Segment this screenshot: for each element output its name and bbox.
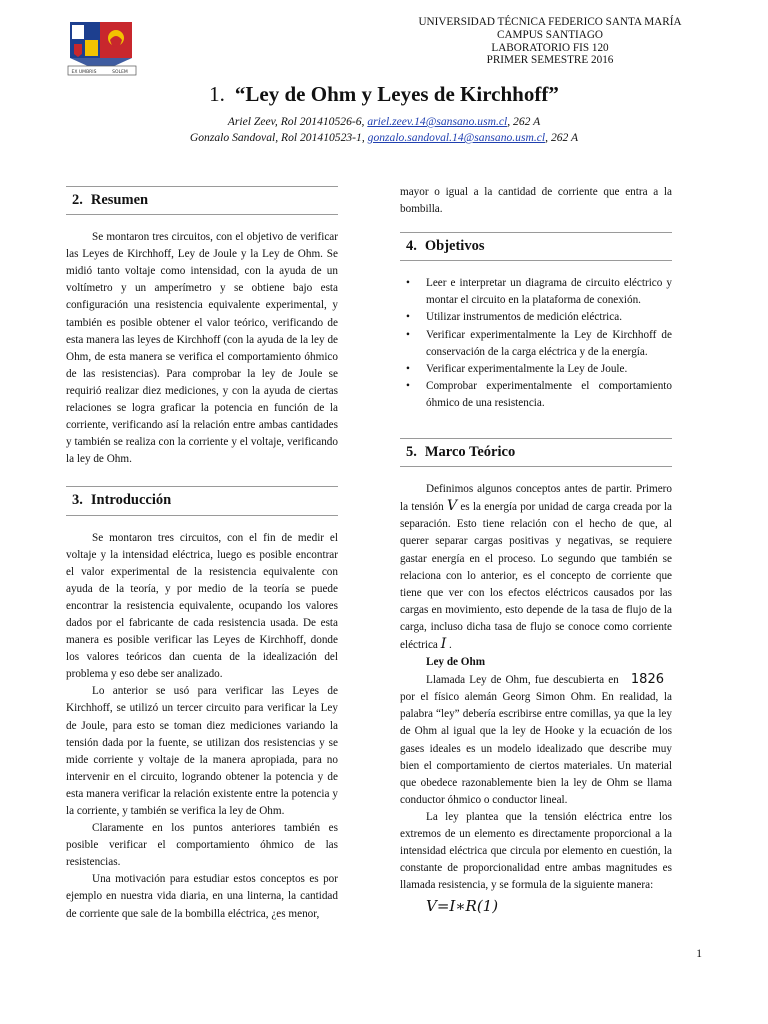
document-title bbox=[0, 82, 768, 107]
section-title: Objetivos bbox=[424, 238, 485, 255]
ohm-law-formula: V=I∗R(1) bbox=[426, 897, 499, 916]
marco-text: por el físico alemán Georg Simon Ohm. En realidad, la palabra “ley” debería escribirse entre comillas, ya que la ley de Ohm al igual que la ley de Hooke y la ecuación de los gases ideales es un modelo idealizado que describe muy bien el comportamiento de ciertos materiales. Un material que obedece razonablemente bien la ley de Ohm se llama conductor óhmico o conductor lineal. bbox=[400, 691, 672, 806]
crest-quarter bbox=[72, 25, 84, 39]
list-item: • Comprobar experimentalmente el comportamiento óhmico de una resistencia. bbox=[426, 378, 672, 412]
institution-line: PRIMER SEMESTRE 2016 bbox=[486, 54, 614, 67]
objectives-list bbox=[400, 275, 672, 412]
author-email-link[interactable]: ariel.zeev.14@sansano.usm.cl bbox=[367, 115, 508, 128]
list-item: • Leer e interpretar un diagrama de circuito eléctrico y montar el circuito en la plataforma de conexión. bbox=[426, 275, 672, 309]
institution-line: LABORATORIO FIS 120 bbox=[491, 41, 609, 54]
list-item: • Verificar experimentalmente la Ley de Joule. bbox=[426, 361, 672, 378]
marco-text: . bbox=[446, 638, 452, 651]
left-column bbox=[66, 182, 338, 923]
current-symbol: I bbox=[440, 635, 447, 652]
author-name-rol: Ariel Zeev, Rol 201410526-6, bbox=[227, 115, 368, 128]
section-title: Introducción bbox=[90, 492, 172, 509]
marco-text: es la energía por unidad de carga creada por la separación. Esto tiene relación con el hecho de que, al querer separar cargas positivas y negativas, se requiere gastar energía en el proceso. Lo segundo que también se relaciona con lo anterior, es el concepto de corriente que tiene que ver con los efectos eléctricos causados por las cargas en movimiento, esto depende de la tasa de flujo de la carga, incluso dicha tasa de flujo se conoce como corriente eléctrica bbox=[400, 501, 672, 651]
section-number: 2. bbox=[72, 192, 83, 208]
section-number: 3. bbox=[72, 492, 83, 509]
section-heading-introduccion bbox=[66, 486, 338, 515]
subsection-heading-ley-de-ohm: Ley de Ohm bbox=[426, 656, 486, 669]
author-email-link[interactable]: gonzalo.sandoval.14@sansano.usm.cl bbox=[367, 131, 546, 144]
introduccion-paragraph: Una motivación para estudiar estos conceptos es por ejemplo en nuestra vida diaria, en una linterna, la cantidad de corriente que sale de la bombilla eléctrica, ¿es menor, bbox=[66, 873, 338, 920]
introduccion-paragraph: Se montaron tres circuitos, con el fin de medir el voltaje y la intensidad eléctrica, luego es posible encontrar el valor experimental de la resistencia equivalente con ayuda de la teoría, y por medio de la teoría se puede encontrar la resistencia equivalente, ocupando los valores dados por el fabricante de cada resistencia usada. De esta manera es posible verificar las Leyes de Kirchhoff, donde los valores teóricos dan cuenta de la idealización del problema y eso debe ser analizado. bbox=[66, 531, 338, 681]
institution-line: CAMPUS SANTIAGO bbox=[497, 28, 603, 41]
resumen-paragraph: Se montaron tres circuitos, con el objetivo de verificar las Leyes de Kirchhoff, Ley de Joule y la Ley de Ohm. Se midió tanto voltaje como intensidad, con la ayuda de un voltímetro y un amperímetro y se obtiene bajo esta configuración una resistencia equivalente experimental, y también es posible obtener el valor teórico, verificando de esta manera las leyes de Kirchhoff (con la ayuda de la ley de Ohm, de esta manera se verifica el comportamiento óhmico de las resistencias). Para comprobar la ley de Joule se requirió realizar diez mediciones, y con la ayuda de ciertas relaciones se logra graficar la potencia en función de la corriente, verificando así la relación entre ambas cantidades y también se realiza con la corriente y el voltaje, verificando la ley de Ohm. bbox=[66, 231, 338, 466]
marco-paragraph bbox=[400, 481, 672, 654]
author-group: , 262 A bbox=[507, 115, 541, 128]
list-item: • Utilizar instrumentos de medición eléctrica. bbox=[426, 309, 672, 326]
institution-line: UNIVERSIDAD TÉCNICA FEDERICO SANTA MARÍA bbox=[418, 16, 682, 28]
continuation-paragraph: mayor o igual a la cantidad de corriente que entra a la bombilla. bbox=[400, 186, 672, 216]
list-item: • Verificar experimentalmente la Ley de Kirchhoff de conservación de la carga eléctrica y de la energía. bbox=[426, 327, 672, 361]
introduccion-paragraph: Lo anterior se usó para verificar las Leyes de Kirchhoff, se utilizó un tercer circuito para verificar la Ley de Joule, para esto se toman diez mediciones variando la tensión dada por la fuente, se utilizan dos resistencias y se mide corriente y voltaje de la manera apropiada, para no intervenir en el circuito, logrando obtener la potencia y de esta manera verificar la relación existente entre la potencia y la corriente, y también se verifica la ley de Ohm. bbox=[66, 685, 338, 817]
section-heading-marco-teorico bbox=[400, 438, 672, 467]
title-text: “Ley de Ohm y Leyes de Kirchhoff” bbox=[234, 82, 559, 106]
crest-motto-left: EX UMBRIS bbox=[71, 70, 97, 75]
marco-paragraph: La ley plantea que la tensión eléctrica entre los extremos de un elemento es directamente proporcional a la intensidad eléctrica que circula por elemento en cuestión, la constante de proporcionalidad entre ambas magnitudes es llamada resistencia, y se formula de la siguiente manera: bbox=[400, 810, 672, 892]
crest-quarter bbox=[85, 40, 98, 56]
marco-text: Llamada Ley de Ohm, fue descubierta en bbox=[426, 674, 623, 687]
institution-header bbox=[390, 16, 710, 67]
voltage-symbol: V bbox=[446, 498, 458, 515]
university-crest-logo bbox=[66, 20, 138, 76]
section-title: Marco Teórico bbox=[424, 444, 516, 461]
author-line bbox=[0, 114, 768, 130]
section-heading-resumen bbox=[66, 186, 338, 215]
author-line bbox=[0, 130, 768, 146]
author-group: , 262 A bbox=[545, 131, 579, 144]
right-column bbox=[400, 182, 672, 915]
page-number: 1 bbox=[696, 948, 702, 960]
author-list bbox=[0, 114, 768, 146]
year-value: 1826 bbox=[630, 672, 664, 688]
introduccion-paragraph: Claramente en los puntos anteriores también es posible verificar el comportamiento óhmico de las resistencias. bbox=[66, 822, 338, 869]
section-title: Resumen bbox=[90, 192, 149, 208]
title-number: 1. bbox=[209, 82, 225, 106]
section-heading-objetivos bbox=[400, 232, 672, 261]
section-number: 5. bbox=[406, 444, 417, 461]
author-name-rol: Gonzalo Sandoval, Rol 201410523-1, bbox=[189, 131, 368, 144]
crest-motto-right: SOLEM bbox=[112, 70, 128, 75]
marco-paragraph bbox=[400, 671, 672, 809]
marco-text: Definimos algunos conceptos antes de partir. Primero la tensión bbox=[400, 483, 672, 514]
section-number: 4. bbox=[406, 238, 417, 255]
